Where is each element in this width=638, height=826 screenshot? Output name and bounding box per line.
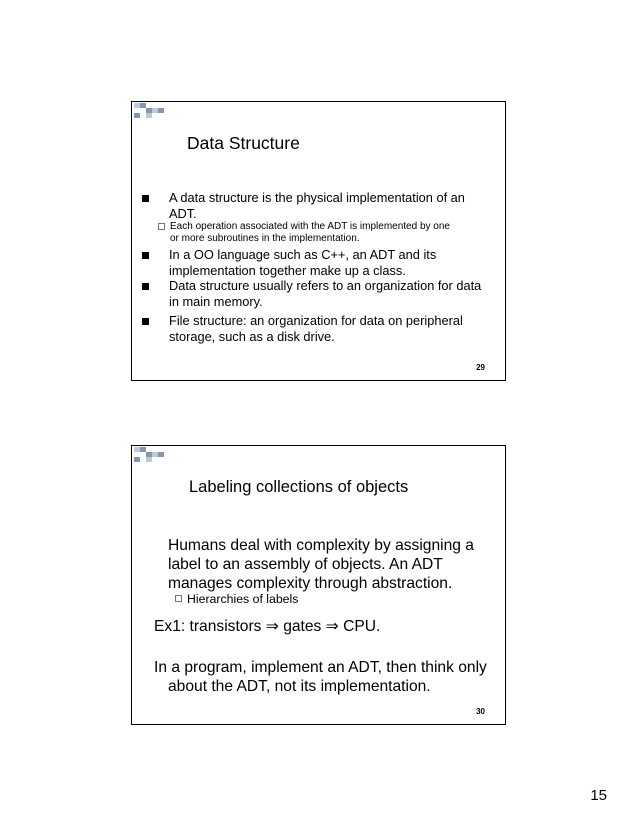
page-number: 15 (590, 787, 607, 804)
hollow-square-bullet-icon (175, 595, 182, 602)
sub-bullet-item: Each operation associated with the ADT is implemented by one or more subroutines in the implementation. (158, 221, 450, 245)
square-bullet-icon (142, 283, 149, 290)
paragraph-line: manages complexity through abstraction. (168, 575, 453, 592)
slide-30 (131, 445, 506, 725)
square-bullet-icon (142, 195, 149, 202)
square-bullet-icon (142, 252, 149, 259)
square-bullet-icon (142, 318, 149, 325)
paragraph-line: Humans deal with complexity by assigning a (168, 537, 474, 554)
slide-29 (131, 101, 506, 381)
bullet-item: Data structure usually refers to an organization for data in main memory. (142, 278, 481, 310)
bullet-item: A data structure is the physical implementation of an ADT. (142, 190, 465, 222)
sub-bullet-item: Hierarchies of labels (175, 592, 298, 606)
corner-decoration (132, 102, 172, 122)
paragraph-line: label to an assembly of objects. An ADT (168, 556, 443, 573)
slide-title: Data Structure (187, 133, 300, 153)
paragraph-line: about the ADT, not its implementation. (168, 678, 431, 695)
bullet-item: In a OO language such as C++, an ADT and its implementation together make up a class. (142, 247, 436, 279)
bullet-item: File structure: an organization for data on peripheral storage, such as a disk drive. (142, 313, 463, 345)
corner-decoration (132, 446, 172, 466)
slide-page-number: 30 (476, 707, 485, 716)
paragraph-line: In a program, implement an ADT, then think only (154, 659, 487, 676)
example-line: Ex1: transistors ⇒ gates ⇒ CPU. (154, 618, 381, 635)
slide-page-number: 29 (476, 363, 485, 372)
slide-title: Labeling collections of objects (189, 478, 409, 496)
hollow-square-bullet-icon (158, 223, 165, 230)
